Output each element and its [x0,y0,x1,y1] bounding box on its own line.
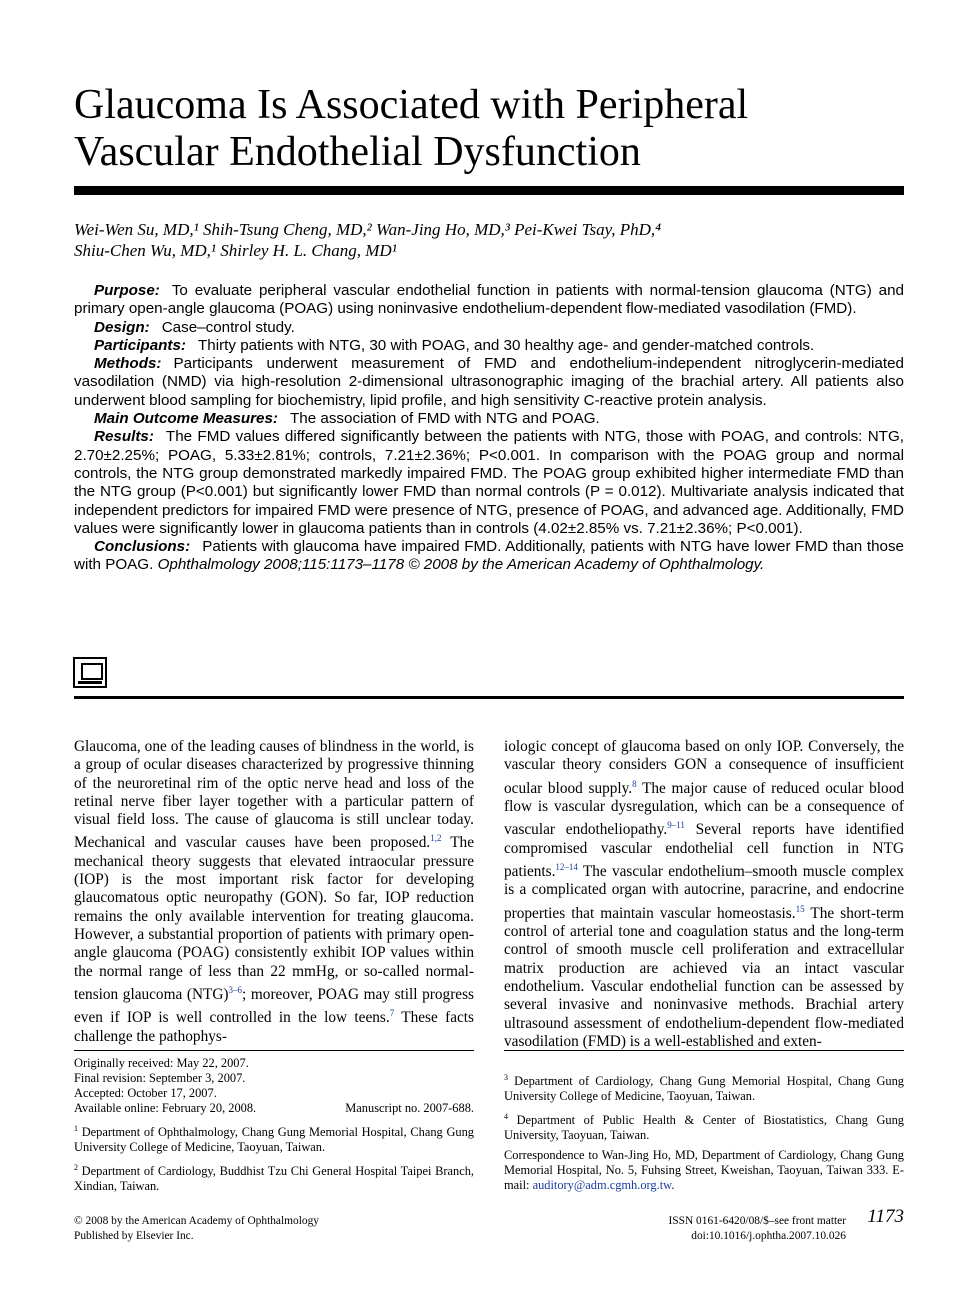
body-column-right [504,738,904,1051]
abstract-conclusions [74,538,904,575]
conclusions-text: Patients with glaucoma have impaired FMD. Additionally, patients with NTG have lower FMD than those with POAG. [74,538,904,574]
footer-left [74,1214,474,1244]
affiliation-number: 1 [74,1124,78,1133]
body-text: iologic concept of glaucoma based on only IOP. Conversely, the vascular theory considers GON a consequence of insufficient ocular blood supply. [504,738,904,797]
authors-line-1: Wei-Wen Su, MD,¹ Shih-Tsung Cheng, MD,² Wan-Jing Ho, MD,³ Pei-Kwei Tsay, PhD,⁴ [74,220,662,239]
abstract-purpose [74,282,904,319]
body-column-left [74,738,474,1046]
body-paragraph [504,738,904,1051]
body-paragraph [74,738,474,1046]
title-line-1: Glaucoma Is Associated with Peripheral [74,82,749,128]
authors-line-2: Shiu-Chen Wu, MD,¹ Shirley H. L. Chang, MD¹ [74,241,397,260]
affiliation-4 [504,1109,904,1143]
reference-link[interactable]: 7 [389,1008,395,1019]
reference-link[interactable]: 1,2 [430,833,442,844]
correspondence [504,1148,904,1193]
footer-right [560,1214,846,1244]
abstract-results [74,428,904,538]
doi: doi:10.1016/j.ophtha.2007.10.026 [691,1230,846,1242]
abstract-methods [74,355,904,410]
affiliation-2 [74,1160,474,1194]
abstract-participants [74,337,904,355]
footnote-divider-right [504,1050,904,1051]
design-label: Design: [94,318,150,336]
online-date: Available online: February 20, 2008. [74,1101,257,1115]
abstract-divider [74,696,904,699]
body-text: These facts challenge the pathophys- [74,1009,475,1045]
title-divider [74,186,904,195]
body-text: Glaucoma, one of the leading causes of blindness in the world, is a group of ocular diseases characterized by progressive thinning of the neuroretinal rim of the optic nerve head and loss of the retinal nerve fiber layer together with a particular pattern of visual field loss. The cause of glaucoma is still unclear today. Mechanical and vascular causes have been proposed. [74,738,474,852]
received-date: Originally received: May 22, 2007. [74,1056,249,1070]
revision-date: Final revision: September 3, 2007. [74,1071,246,1085]
manuscript-number: Manuscript no. 2007-688. [345,1101,474,1115]
participants-label: Participants: [94,336,186,354]
body-text: The major cause of reduced ocular blood flow is vascular dysregulation, which can be a consequence of vascular endotheliopathy. [504,779,904,839]
footnote-divider-left [74,1050,474,1051]
design-text: Case–control study. [161,318,295,336]
author-list [74,219,904,261]
outcome-label: Main Outcome Measures: [94,410,278,428]
copyright: © 2008 by the American Academy of Ophthalmology [74,1215,319,1227]
affiliation-text: Department of Cardiology, Chang Gung Memorial Hospital, Chang Gung University College of Medicine, Taoyuan, Taiwan. [504,1074,904,1104]
online-line [74,1101,474,1116]
correspondence-end: . [671,1178,675,1193]
correspondence-text: Correspondence to Wan-Jing Ho, MD, Department of Cardiology, Chang Gung Memorial Hospital, No. 5, Fuhsing Street, Kweishan, Taoyuan, Taiwan 333. E-mail: [504,1148,904,1193]
dates-block [74,1056,474,1116]
email-link[interactable]: auditory@adm.cgmh.org.tw [532,1178,672,1193]
reference-link[interactable]: 12–14 [555,861,578,872]
purpose-label: Purpose: [94,282,160,299]
footnotes-left [74,1056,474,1199]
abstract [74,282,904,575]
participants-text: Thirty patients with NTG, 30 with POAG, and 30 healthy age- and gender-matched controls. [198,336,815,354]
body-text: The vascular endothelium–smooth muscle complex is a complicated organ with autocrine, paracrine, and endocrine properties that maintain vascular homeostasis. [504,863,904,922]
body-text: The mechanical theory suggests that elevated intraocular pressure (IOP) is the most important risk factor for developing glaucomatous optic neuropathy (GON). So far, IOP reduction remains the only available intervention for treating glaucoma. However, a substantial proportion of patients with primary open-angle glaucoma (POAG) consistently exhibit IOP values within the normal range of less than 22 mmHg, or so-called normal-tension glaucoma (NTG) [74,834,474,1004]
monitor-screen [81,663,103,680]
affiliation-number: 3 [504,1073,508,1082]
results-label: Results: [94,428,154,446]
reference-link[interactable]: 3–6 [228,984,243,995]
affiliation-text: Department of Cardiology, Buddhist Tzu Chi General Hospital Taipei Branch, Xindian, Taiwan. [74,1164,474,1194]
journal-citation: Ophthalmology 2008;115:1173–1178 © 2008 by the American Academy of Ophthalmology. [157,556,765,574]
footnotes-right [504,1070,904,1198]
affiliation-number: 2 [74,1163,78,1173]
affiliation-number: 4 [504,1112,508,1122]
title-line-2: Vascular Endothelial Dysfunction [74,129,641,175]
purpose-text: To evaluate peripheral vascular endothelial function in patients with normal-tension glaucoma (NTG) and primary open-angle glaucoma (POAG) using noninvasive endothelium-dependent flow-mediated vasodilation (FMD). [74,282,904,318]
methods-label: Methods: [94,355,162,373]
affiliation-text: Department of Public Health & Center of Biostatistics, Chang Gung University, Taoyuan, Taiwan. [504,1113,904,1143]
affiliation-1 [74,1121,474,1155]
outcome-text: The association of FMD with NTG and POAG. [290,410,600,428]
accepted-date: Accepted: October 17, 2007. [74,1086,217,1100]
page-number: 1173 [867,1206,904,1227]
affiliation-text: Department of Ophthalmology, Chang Gung Memorial Hospital, Chang Gung University College of Medicine, Taoyuan, Taiwan. [74,1125,474,1155]
methods-text: Participants underwent measurement of FMD and endothelium-independent nitroglycerin-mediated vasodilation (NMD) via high-resolution 2-dimensional ultrasonographic imaging of the brachial artery. All patients also underwent blood sampling for biochemistry, lipid profile, and high sensitivity C-reactive protein analysis. [74,355,904,409]
abstract-design [74,319,904,337]
body-text: The short-term control of arterial tone and coagulation status and the long-term control of smooth muscle cell proliferation and extracellular matrix production are achieved via an intact vascular endothelium. Vascular endothelial function can be assessed by several invasive and noninvasive methods. Brachial artery ultrasound assessment of endothelium-dependent flow-mediated vasodilation (FMD) is a well-established and exten- [504,904,904,1050]
reference-link[interactable]: 9–11 [667,820,685,831]
reference-link[interactable]: 8 [632,778,637,789]
abstract-outcome [74,410,904,428]
affiliation-3 [504,1070,904,1104]
monitor-base [78,681,102,684]
body-text: Several reports have identified compromised vascular endothelial cell function in NTG patients. [504,821,904,881]
article-title [74,82,904,176]
conclusions-label: Conclusions: [94,538,191,556]
results-text: The FMD values differed significantly between the patients with NTG, those with POAG, and controls: NTG, 2.70±2.25%; POAG, 5.33±2.81%; controls, 7.21±2.36%; P<0.001. In comparison with the POAG group and normal controls, the NTG group demonstrated markedly impaired FMD. The POAG group exhibited higher intermediate FMD than the NTG group (P<0.001) but significantly lower FMD than normal controls (P = 0.012). Multivariate analysis indicated that independent predictors for impaired FMD were presence of NTG, presence of POAG, and advanced age. Additionally, FMD values were significantly lower in glaucoma patients than in controls (4.02±2.85% vs. 7.21±2.36%; P<0.001). [74,428,904,537]
computer-monitor-icon [73,657,107,688]
body-text: ; moreover, POAG may still progress even if IOP is well controlled in the low teens. [74,986,474,1027]
issn: ISSN 0161-6420/08/$–see front matter [668,1215,846,1227]
publisher: Published by Elsevier Inc. [74,1230,194,1242]
reference-link[interactable]: 15 [795,903,805,914]
